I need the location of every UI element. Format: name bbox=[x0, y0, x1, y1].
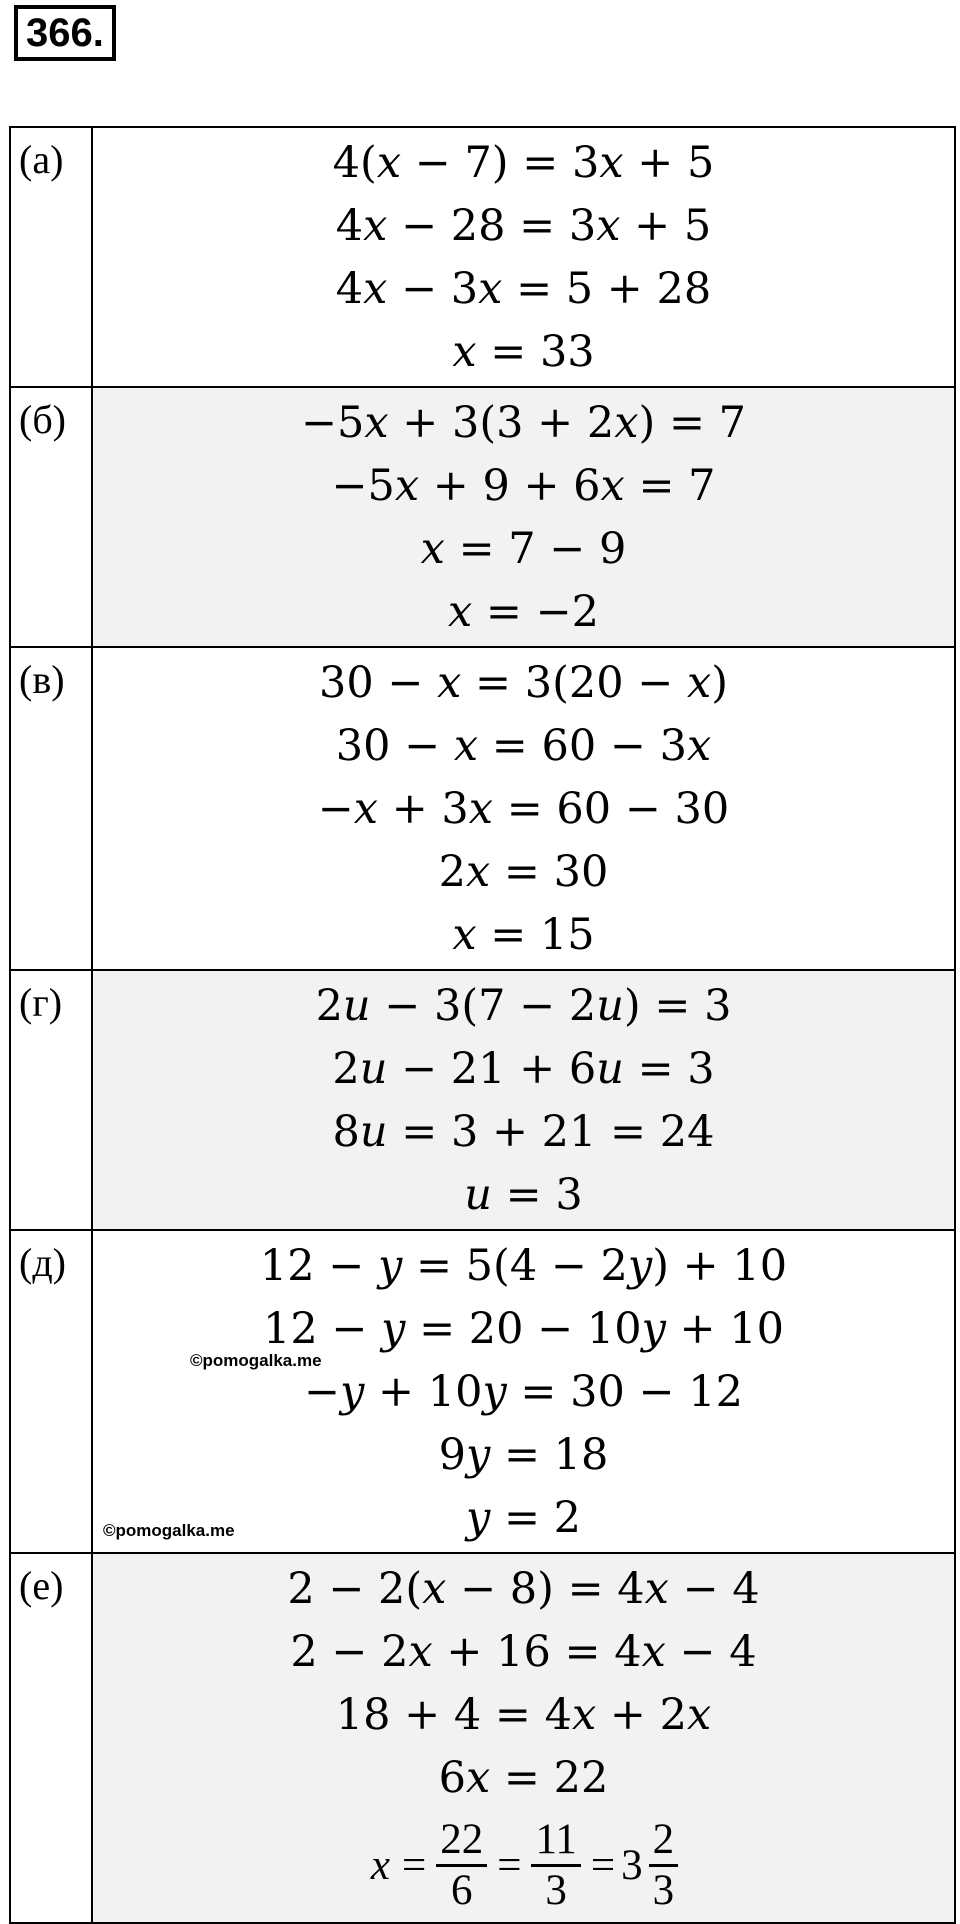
numerator: 22 bbox=[440, 1815, 484, 1863]
row-label: (е) bbox=[19, 1563, 64, 1608]
numerator: 11 bbox=[535, 1815, 577, 1863]
row-label: (в) bbox=[19, 657, 65, 702]
numerator: 2 bbox=[652, 1815, 675, 1863]
label-cell bbox=[10, 1230, 92, 1553]
equation-step: 9y = 18 bbox=[438, 1430, 609, 1480]
equation-step: 2u − 3(7 − 2u) = 3 bbox=[315, 981, 732, 1031]
label-cell bbox=[10, 970, 92, 1230]
problem-number: 366. bbox=[14, 5, 116, 61]
table-row bbox=[10, 387, 955, 647]
final-answer bbox=[93, 1810, 954, 1920]
equation-step: x = 15 bbox=[452, 910, 595, 960]
equals-sign: = bbox=[401, 1841, 427, 1889]
equation-step: 2u − 21 + 6u = 3 bbox=[332, 1044, 715, 1094]
fraction bbox=[531, 1816, 580, 1915]
equation-step: −x + 3x = 60 − 30 bbox=[317, 784, 730, 834]
equation-step: 6x = 22 bbox=[438, 1753, 609, 1803]
solution-cell bbox=[92, 647, 955, 970]
denominator: 6 bbox=[450, 1866, 473, 1914]
equation-step: 12 − y = 5(4 − 2y) + 10 bbox=[259, 1241, 788, 1291]
watermark: ©pomogalka.me bbox=[190, 1351, 322, 1370]
equation-step: x = −2 bbox=[447, 587, 600, 637]
equation-step: 8u = 3 + 21 = 24 bbox=[332, 1107, 715, 1157]
table-row bbox=[10, 127, 955, 387]
equation-step: 4(x − 7) = 3x + 5 bbox=[332, 138, 715, 188]
equation-step: 2 − 2(x − 8) = 4x − 4 bbox=[287, 1564, 760, 1614]
variable: x bbox=[370, 1841, 390, 1889]
solution-cell bbox=[92, 387, 955, 647]
equation-step: u = 3 bbox=[464, 1170, 583, 1220]
equation-step: x = 7 − 9 bbox=[420, 524, 627, 574]
fraction bbox=[436, 1816, 487, 1915]
row-label: (г) bbox=[19, 980, 63, 1025]
solution-cell bbox=[92, 127, 955, 387]
table-row bbox=[10, 647, 955, 970]
equation-step: −5x + 3(3 + 2x) = 7 bbox=[300, 398, 746, 448]
table-row bbox=[10, 1230, 955, 1553]
equation-step: 18 + 4 = 4x + 2x bbox=[335, 1690, 712, 1740]
equation-step: 12 − y = 20 − 10y + 10 bbox=[263, 1304, 784, 1354]
equals-sign: = bbox=[590, 1841, 616, 1889]
denominator: 3 bbox=[652, 1866, 675, 1914]
mixed-number bbox=[621, 1816, 682, 1915]
fraction bbox=[649, 1816, 679, 1915]
watermark: ©pomogalka.me bbox=[103, 1521, 235, 1540]
equation-step: x = 33 bbox=[452, 327, 595, 377]
equation-step: −y + 10y = 30 − 12 bbox=[304, 1367, 743, 1417]
label-cell bbox=[10, 387, 92, 647]
equation-step: 30 − x = 60 − 3x bbox=[335, 721, 712, 771]
equals-sign: = bbox=[497, 1841, 522, 1889]
label-cell bbox=[10, 647, 92, 970]
label-cell bbox=[10, 1553, 92, 1923]
equation-step: 30 − x = 3(20 − x) bbox=[319, 658, 728, 708]
equation-step: −5x + 9 + 6x = 7 bbox=[331, 461, 716, 511]
solution-cell bbox=[92, 1553, 955, 1923]
label-cell bbox=[10, 127, 92, 387]
solution-cell bbox=[92, 970, 955, 1230]
equation-step: 4x − 28 = 3x + 5 bbox=[335, 201, 712, 251]
equation-step: 4x − 3x = 5 + 28 bbox=[335, 264, 712, 314]
equation-step: 2x = 30 bbox=[438, 847, 609, 897]
row-label: (а) bbox=[19, 137, 64, 182]
whole-part: 3 bbox=[621, 1841, 643, 1889]
denominator: 3 bbox=[545, 1866, 567, 1914]
row-label: (б) bbox=[19, 397, 66, 442]
table-row bbox=[10, 1553, 955, 1923]
row-label: (д) bbox=[19, 1240, 66, 1285]
solutions-table bbox=[9, 126, 956, 1924]
table-row bbox=[10, 970, 955, 1230]
equation-step: 2 − 2x + 16 = 4x − 4 bbox=[290, 1627, 757, 1677]
solution-cell bbox=[92, 1230, 955, 1553]
equation-step: y = 2 bbox=[465, 1493, 582, 1543]
